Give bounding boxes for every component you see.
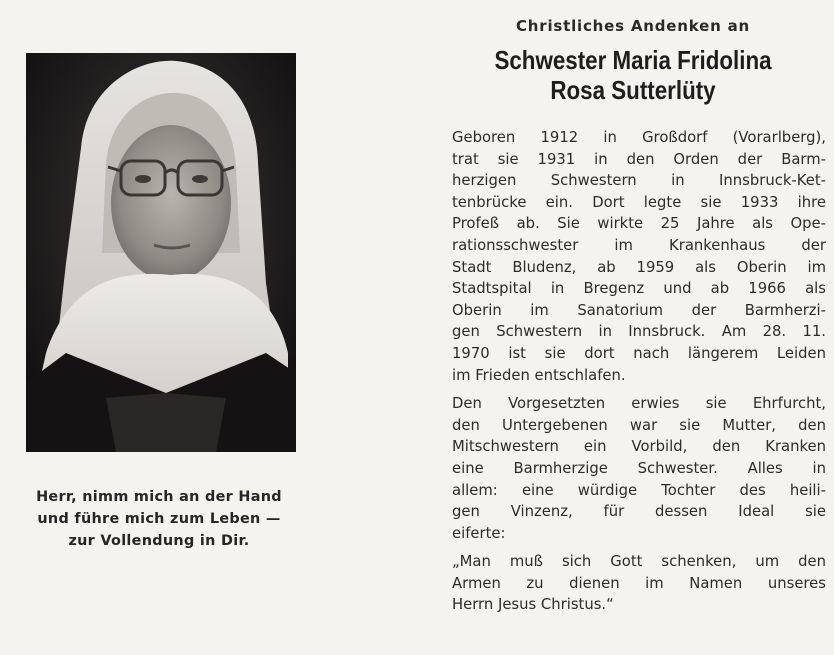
bio-line: eiferte: [452,524,506,542]
bio-line: Stadt Bludenz, ab 1959 als Oberin im [452,258,826,276]
bio-line: rationsschwester im Krankenhaus der [452,236,826,254]
bio-line: den Untergebenen war sie Mutter, den [452,416,826,434]
prayer-line: zur Vollendung in Dir. [68,533,250,549]
bio-line: gen Schwestern in Innsbruck. Am 28. 11. [452,323,826,341]
name-line-2: Rosa Sutterlüty [550,75,716,105]
biography-paragraph-1 [452,127,826,386]
name-line-1: Schwester Maria Fridolina [494,45,772,75]
bio-line: Geboren 1912 in Großdorf (Vorarlberg), [452,129,826,146]
quote-line: Armen zu dienen im Namen unseres [452,574,826,592]
prayer-line: Herr, nimm mich an der Hand [36,489,282,505]
intro-heading: Christliches Andenken an [515,17,751,35]
bio-line: Den Vorgesetzten erwies sie Ehrfurcht, [452,395,826,413]
biography-paragraph-2 [452,393,826,544]
bio-line: Profeß ab. Sie wirkte 25 Jahre als Ope- [452,215,826,233]
bio-line: eine Barmherzige Schwester. Alles in [452,459,826,477]
quote-line: „Man muß sich Gott schenken, um den [452,553,826,571]
bio-line: gen Vinzenz, für dessen Ideal sie [452,503,826,521]
bio-line: im Frieden entschlafen. [452,366,626,384]
memorial-header [440,17,826,105]
bio-line: herzigen Schwestern in Innsbruck-Ket- [452,172,826,190]
portrait-image [26,53,296,452]
bio-line: 1970 ist sie dort nach längerem Leiden [452,344,826,362]
bio-line: Stadtspital in Bregenz und ab 1966 als [452,280,826,298]
bio-line: trat sie 1931 in den Orden der Barm- [452,150,826,168]
biography [452,127,826,623]
biography-quote [452,551,826,616]
quote-line: Herrn Jesus Christus.“ [452,596,614,614]
bio-line: tenbrücke ein. Dort legte sie 1933 ihre [452,193,826,211]
portrait-photo [26,53,296,452]
prayer-line: und führe mich zum Leben — [37,511,281,527]
bio-line: Oberin im Sanatorium der Barmherzi- [452,301,826,319]
bio-line: Mitschwestern ein Vorbild, den Kranken [452,438,826,456]
prayer-text [10,486,308,552]
bio-line: allem: eine würdige Tochter des heili- [452,481,826,499]
